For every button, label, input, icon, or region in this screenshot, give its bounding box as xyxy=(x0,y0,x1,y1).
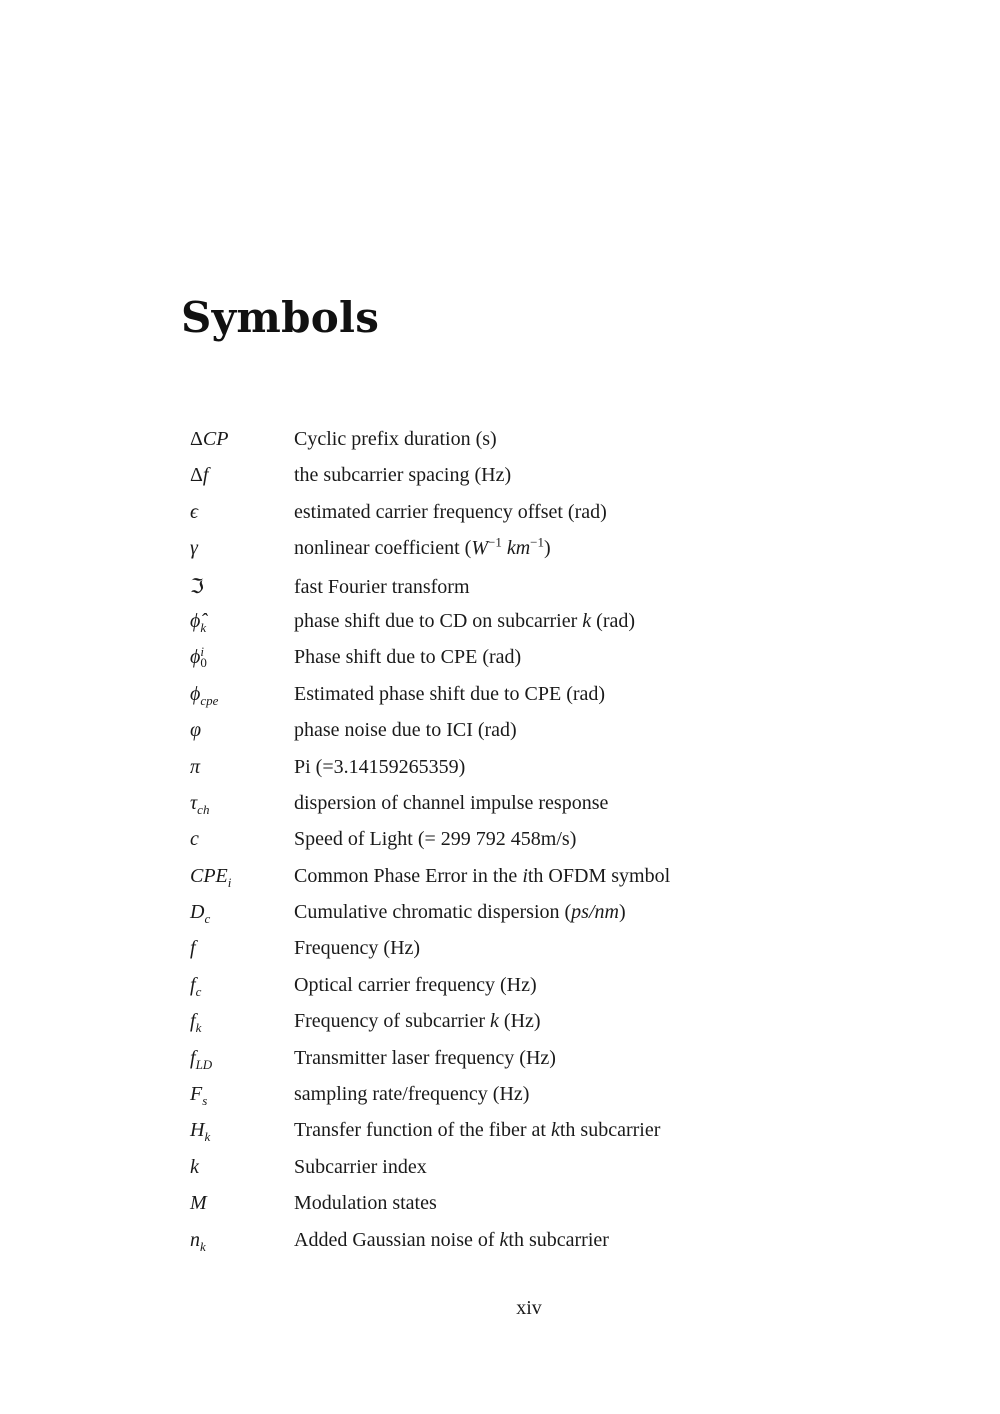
symbol-description: nonlinear coefficient ($W^{-1}$ $km^{-1}$) xyxy=(294,534,551,560)
symbol-description: dispersion of channel impulse response xyxy=(294,791,609,814)
symbol: $f_c$ xyxy=(190,973,202,999)
symbol: $\phi_{cpe}$ xyxy=(190,682,219,708)
symbol-description: Optical carrier frequency (Hz) xyxy=(294,973,537,996)
symbol-row-gamma xyxy=(190,534,830,573)
symbol: M xyxy=(190,1192,207,1215)
symbol: $CPE_i$ xyxy=(190,864,232,890)
symbol: γ xyxy=(190,537,198,560)
symbol-row-epsilon xyxy=(190,501,830,537)
symbol-description: Frequency of subcarrier k (Hz) xyxy=(294,1010,541,1033)
symbol-description: sampling rate/frequency (Hz) xyxy=(294,1083,530,1106)
symbol-row-pi xyxy=(190,756,830,792)
symbol-row-tau-ch xyxy=(190,792,830,828)
symbol-description: Modulation states xyxy=(294,1192,437,1215)
symbol: ϕ i 0 xyxy=(190,644,207,671)
symbol: f xyxy=(190,937,196,960)
symbol-description: Phase shift due to CPE (rad) xyxy=(294,646,522,669)
symbol-description: Cyclic prefix duration (s) xyxy=(294,428,497,450)
symbol-list xyxy=(190,428,830,1265)
symbol-description: Estimated phase shift due to CPE (rad) xyxy=(294,682,606,705)
symbol: c xyxy=(190,828,199,851)
symbol-row-d-c xyxy=(190,901,830,937)
symbol-row-c xyxy=(190,828,830,864)
symbol: $f_k$ xyxy=(190,1010,202,1036)
symbol: ℑ xyxy=(190,575,204,598)
symbol-row-f-k xyxy=(190,1010,830,1046)
symbol-row-phi-cpe xyxy=(190,683,830,719)
page-number: xiv xyxy=(516,1297,542,1319)
symbol-description: Subcarrier index xyxy=(294,1155,427,1178)
symbol-description: Speed of Light (= 299 792 458m/s) xyxy=(294,828,577,851)
symbol: π xyxy=(190,755,201,778)
symbol-row-phi-hat-k xyxy=(190,610,830,646)
symbol-description: phase noise due to ICI (rad) xyxy=(294,719,517,742)
symbol: Δf xyxy=(190,464,209,487)
symbol-description: Pi (=3.14159265359) xyxy=(294,755,466,778)
symbol-row-f-s xyxy=(190,1083,830,1119)
symbol: $H_k$ xyxy=(190,1119,211,1145)
chapter-title: Symbols xyxy=(181,293,380,342)
symbol-description: estimated carrier frequency offset (rad) xyxy=(294,500,607,523)
symbol-row-delta-f xyxy=(190,464,830,500)
symbol-row-k xyxy=(190,1156,830,1192)
symbol-row-h-k xyxy=(190,1119,830,1155)
symbol-description: phase shift due to CD on subcarrier k (rad) xyxy=(294,609,636,632)
symbol: $\phî_k$ xyxy=(190,609,207,635)
symbol: ΔCP xyxy=(190,428,229,450)
symbol: $\tau_{ch}$ xyxy=(190,791,210,817)
symbol: $F_s$ xyxy=(190,1083,208,1109)
symbol-row-fft xyxy=(190,574,830,610)
symbol-row-n-k xyxy=(190,1229,830,1265)
symbol: $n_k$ xyxy=(190,1228,206,1254)
symbol-row-m xyxy=(190,1192,830,1228)
symbol-description: fast Fourier transform xyxy=(294,575,470,598)
symbol-description: the subcarrier spacing (Hz) xyxy=(294,464,512,487)
symbol-description: Transfer function of the fiber at kth subcarrier xyxy=(294,1119,661,1142)
symbol-description: Frequency (Hz) xyxy=(294,937,421,960)
symbol: $f_{LD}$ xyxy=(190,1046,213,1072)
symbol-row-f-c xyxy=(190,974,830,1010)
symbol: φ xyxy=(190,719,202,742)
symbol-row-cpe-i xyxy=(190,865,830,901)
symbol: ϵ xyxy=(190,500,199,523)
symbol-row-f xyxy=(190,937,830,973)
symbol: $D_c$ xyxy=(190,901,211,927)
symbol-row-f-ld xyxy=(190,1047,830,1083)
symbol-description: Common Phase Error in the ith OFDM symbol xyxy=(294,864,671,887)
symbol-row-phi-i-0 xyxy=(190,646,830,682)
symbol-description: Added Gaussian noise of kth subcarrier xyxy=(294,1228,609,1251)
symbol-row-varphi xyxy=(190,719,830,755)
symbol: k xyxy=(190,1155,199,1178)
symbol-row-delta-cp xyxy=(190,428,830,464)
symbol-description: Transmitter laser frequency (Hz) xyxy=(294,1046,556,1069)
symbol-description: Cumulative chromatic dispersion (ps/nm) xyxy=(294,901,626,924)
